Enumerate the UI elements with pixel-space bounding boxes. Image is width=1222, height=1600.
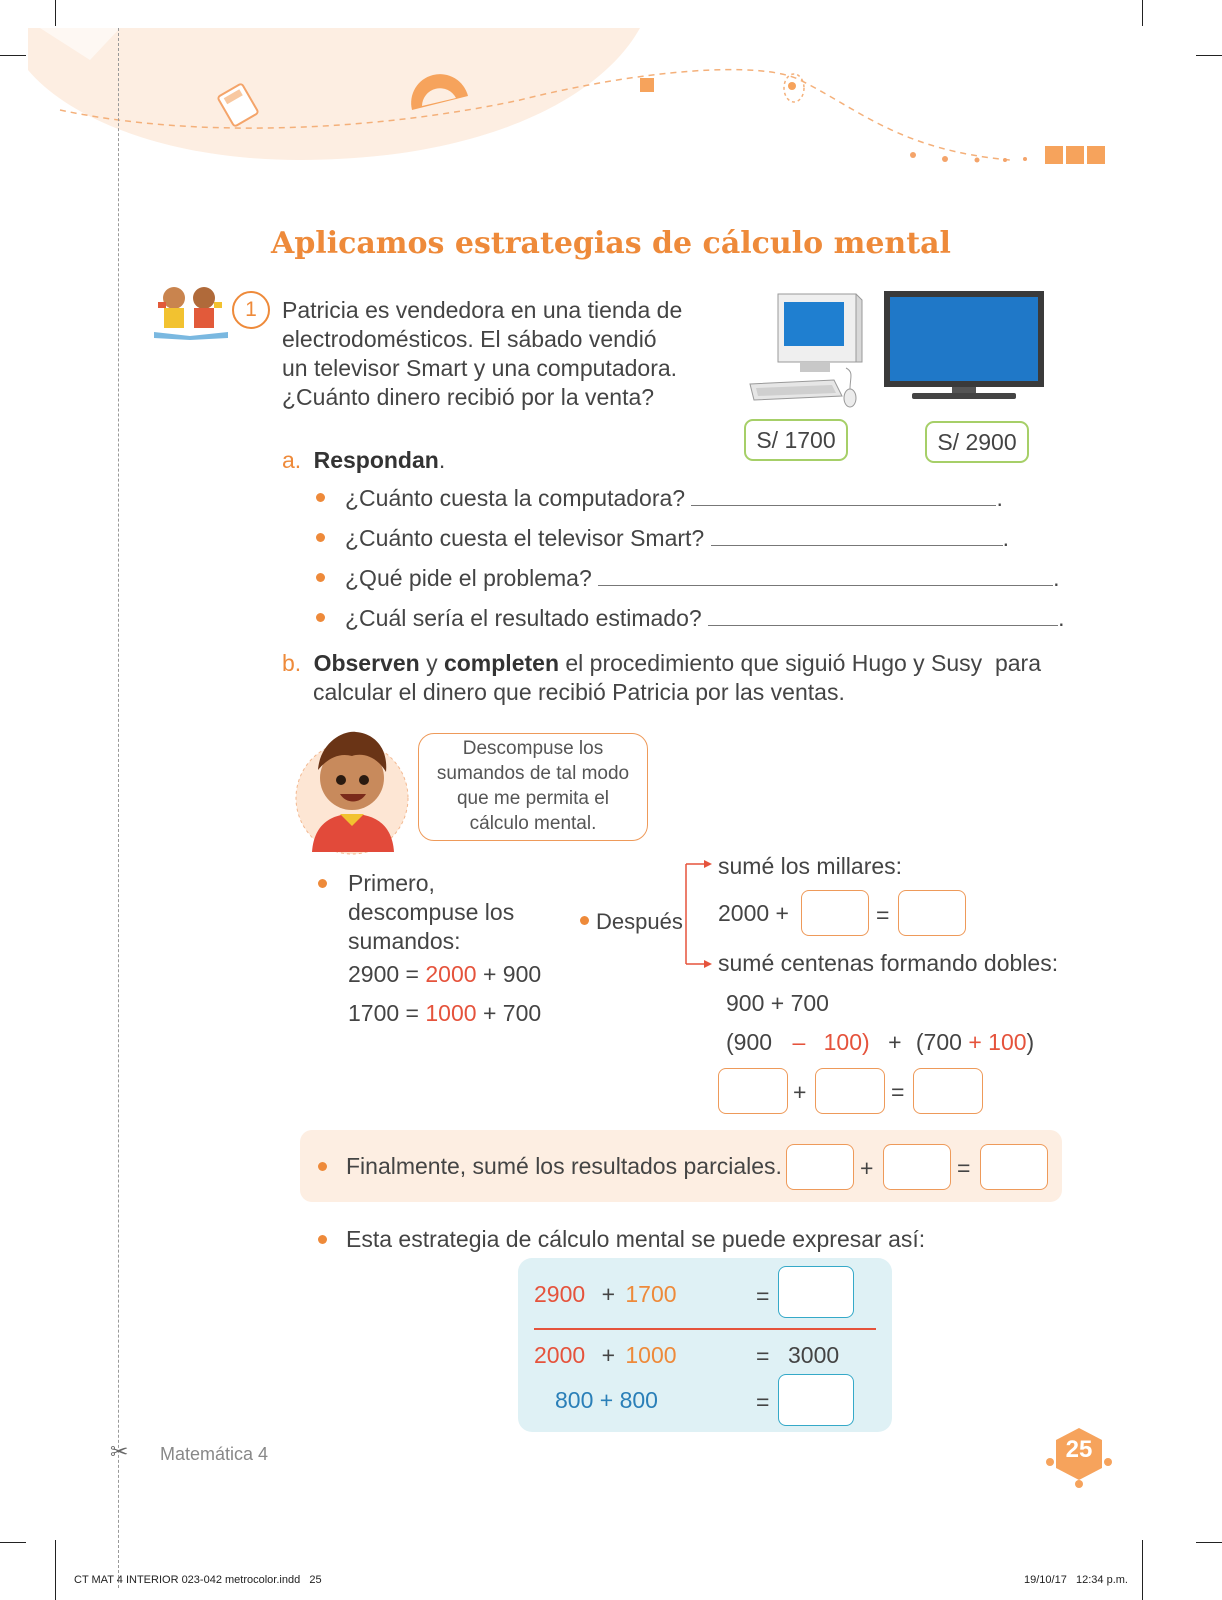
answer-box[interactable] (786, 1144, 854, 1190)
crop-mark (0, 1542, 26, 1543)
millares-equation: 2000 + (718, 900, 789, 926)
strategy-row-2 (534, 1341, 677, 1370)
question-text: ¿Qué pide el problema? (345, 565, 592, 591)
part-b-verb-2: completen (443, 650, 559, 676)
equation-highlight: 1000 (425, 1000, 477, 1026)
question-row: ¿Cuál sería el resultado estimado? . (345, 605, 1065, 631)
answer-box[interactable] (778, 1374, 854, 1426)
equals-sign: = (756, 1343, 770, 1369)
speech-line: Descompuse los (462, 738, 604, 759)
step-two-label: Después (596, 909, 683, 934)
step-centenas: sumé centenas formando dobles: (718, 950, 1059, 976)
computer-image (742, 288, 866, 410)
speech-line: sumandos de tal modo (436, 763, 630, 784)
question-text: ¿Cuál sería el resultado estimado? (345, 605, 702, 631)
computer-price-tag: S/ 1700 (744, 419, 848, 461)
plus-sign: + (601, 1342, 615, 1368)
bullet (318, 1162, 327, 1171)
part-b-verb-1: Observen (313, 650, 420, 676)
answer-box[interactable] (801, 890, 869, 936)
equals-sign: = (756, 1283, 770, 1309)
equation-part: 1700 = (348, 1000, 426, 1026)
part-a-period: . (438, 447, 446, 473)
bullet (316, 573, 325, 582)
step-one-line: sumandos: (348, 928, 461, 954)
tv-price-tag: S/ 2900 (925, 421, 1029, 463)
equals-sign: = (756, 1389, 770, 1415)
partial-result: 3000 (788, 1342, 840, 1368)
page-number: 25 (1065, 1436, 1093, 1463)
answer-box[interactable] (815, 1068, 885, 1114)
cut-line (118, 28, 119, 1588)
page-title: Aplicamos estrategias de cálculo mental (271, 226, 951, 261)
addend: 2000 (534, 1342, 586, 1368)
speech-line: que me permita el (456, 788, 610, 809)
answer-blank[interactable] (691, 485, 996, 506)
answer-box[interactable] (898, 890, 966, 936)
equation-highlight: 2000 (425, 961, 477, 987)
crop-mark (1142, 1540, 1143, 1600)
part-a-heading (282, 446, 445, 475)
part-b-text-1: y (419, 650, 444, 676)
centenas-sum: 900 + 700 (726, 990, 829, 1016)
speech-line: cálculo mental. (469, 813, 597, 834)
expr-part: (900 (726, 1029, 773, 1055)
addend: 1000 (625, 1342, 677, 1368)
problem-line: un televisor Smart y una computadora. (282, 355, 678, 381)
equals-sign: = (876, 902, 890, 928)
answer-box[interactable] (778, 1266, 854, 1318)
bullet (316, 493, 325, 502)
activity-number-badge (232, 291, 270, 329)
question-row: ¿Cuánto cuesta la computadora? . (345, 485, 1003, 511)
bullet (580, 916, 589, 925)
decomposition-2900 (348, 960, 541, 989)
question-text: ¿Cuánto cuesta la computadora? (345, 485, 686, 511)
cubes-icon (1045, 146, 1105, 164)
equals-sign: = (891, 1079, 905, 1105)
equation-part: + 700 (476, 1000, 542, 1026)
expr-minus: – (792, 1029, 806, 1055)
problem-line: electrodomésticos. El sábado vendió (282, 326, 657, 352)
plus-sign: + (601, 1281, 615, 1307)
answer-blank[interactable] (711, 525, 1003, 546)
crop-mark (55, 1540, 56, 1600)
divider-line (534, 1328, 876, 1330)
step-one-line: Primero, (348, 870, 435, 896)
strategy-row-3: 800 + 800 (555, 1387, 658, 1413)
answer-blank[interactable] (708, 605, 1058, 626)
expr-plus: + (888, 1029, 902, 1055)
problem-line: Patricia es vendedora en una tienda de (282, 297, 683, 323)
part-b-letter: b. (282, 650, 302, 676)
bullet (316, 613, 325, 622)
equation-part: 2900 = (348, 961, 426, 987)
part-b-text-2: el procedimiento que siguió Hugo y Susy para (559, 650, 1042, 676)
addend: 1700 (625, 1281, 677, 1307)
strategy-row-1 (534, 1280, 677, 1309)
step-one (348, 869, 568, 956)
header-decoration (0, 0, 1222, 190)
plus-sign: + (793, 1079, 807, 1105)
answer-box[interactable] (718, 1068, 788, 1114)
part-b-line-2: calcular el dinero que recibió Patricia por las ventas. (313, 679, 845, 705)
scissors-icon: ✂ (110, 1440, 129, 1465)
expr-part: ) (1026, 1029, 1035, 1055)
part-a-letter: a. (282, 447, 302, 473)
equation-part: + 900 (476, 961, 542, 987)
answer-blank[interactable] (598, 565, 1053, 586)
answer-box[interactable] (980, 1144, 1048, 1190)
final-step-text: Finalmente, sumé los resultados parciales. (346, 1153, 782, 1179)
crop-mark (1196, 1542, 1222, 1543)
strategy-text: Esta estrategia de cálculo mental se puede expresar así: (346, 1226, 926, 1252)
expr-plus-red: + (968, 1029, 982, 1055)
print-date: 19/10/17 12:34 p.m. (1024, 1574, 1128, 1586)
expr-part-red: 100 (988, 1029, 1027, 1055)
part-a-instruction: Respondan (313, 447, 439, 473)
expr-part-red: 100) (823, 1029, 870, 1055)
speech-bubble (418, 733, 648, 841)
question-row: ¿Qué pide el problema? . (345, 565, 1060, 591)
decomposition-1700 (348, 999, 541, 1028)
step-one-line: descompuse los (348, 899, 515, 925)
equals-sign: = (957, 1155, 971, 1181)
problem-line: ¿Cuánto dinero recibió por la venta? (282, 384, 655, 410)
part-b-text (282, 649, 1082, 707)
bullet (318, 879, 327, 888)
question-row: ¿Cuánto cuesta el televisor Smart? . (345, 525, 1009, 551)
doubles-expression (726, 1028, 1066, 1057)
bullet (318, 1235, 327, 1244)
problem-text (282, 296, 722, 412)
children-reading-icon (152, 282, 230, 340)
addend: 2900 (534, 1281, 586, 1307)
television-image (882, 289, 1046, 403)
branch-arrows (676, 858, 716, 972)
question-text: ¿Cuánto cuesta el televisor Smart? (345, 525, 705, 551)
boy-avatar (294, 722, 410, 858)
plus-sign: + (860, 1155, 874, 1181)
activity-number: 1 (245, 298, 257, 321)
answer-box[interactable] (913, 1068, 983, 1114)
print-file-info: CT MAT 4 INTERIOR 023-042 metrocolor.indd 25 (74, 1574, 322, 1586)
bullet (316, 533, 325, 542)
step-millares: sumé los millares: (718, 853, 903, 879)
answer-box[interactable] (883, 1144, 951, 1190)
expr-part: (700 (915, 1029, 962, 1055)
book-name: Matemática 4 (160, 1444, 269, 1464)
cube-icon (640, 78, 654, 92)
